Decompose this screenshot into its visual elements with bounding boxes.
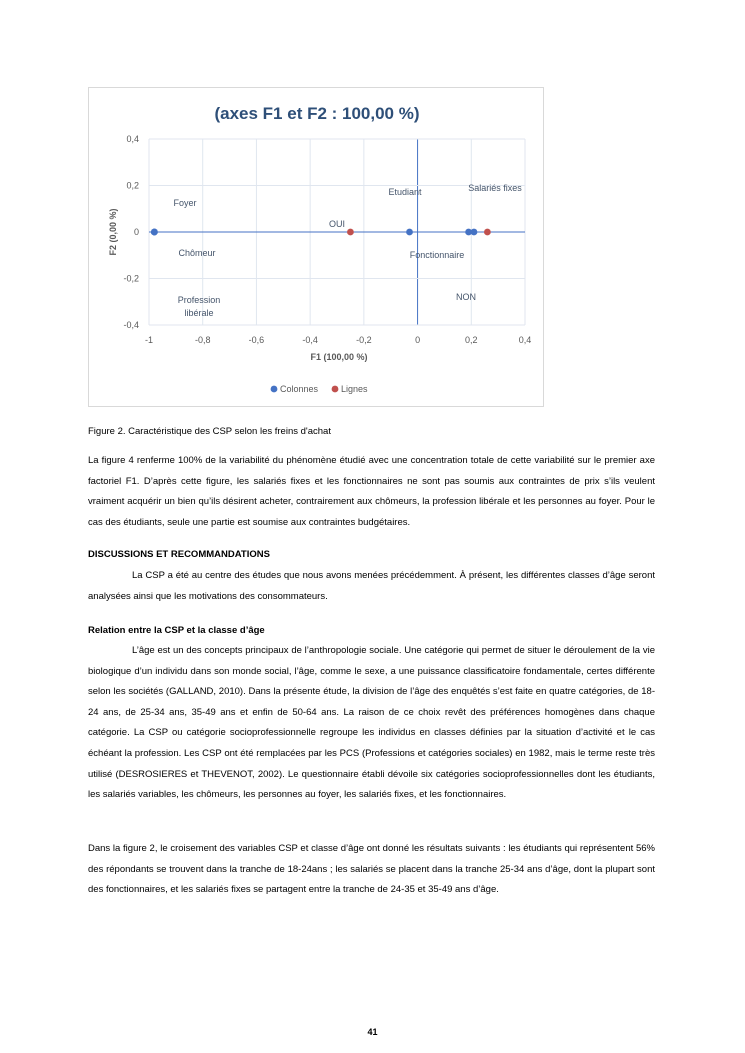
data-point-lignes xyxy=(484,229,491,236)
point-labels xyxy=(173,183,522,318)
point-label: Etudiant xyxy=(388,187,422,197)
page-number: 41 xyxy=(367,1027,378,1037)
point-label: Profession libérale xyxy=(177,295,221,318)
section-heading-discussions: DISCUSSIONS ET RECOMMANDATIONS xyxy=(88,549,270,560)
legend-label: Colonnes xyxy=(280,384,319,394)
chart-title: (axes F1 et F2 : 100,00 %) xyxy=(214,104,420,123)
x-axis-title: F1 (100,00 %) xyxy=(310,352,368,362)
y-axis-title: F2 (0,00 %) xyxy=(108,208,118,256)
chart-legend xyxy=(271,384,368,394)
x-tick-label: -1 xyxy=(144,335,154,345)
point-label: Foyer xyxy=(173,198,197,208)
legend-marker xyxy=(332,386,339,393)
x-tick-label: 0,2 xyxy=(465,335,478,345)
legend-marker xyxy=(271,386,278,393)
data-point-colonnes xyxy=(406,229,413,236)
x-tick-label: -0,8 xyxy=(194,335,211,345)
x-tick-label: -0,2 xyxy=(356,335,372,345)
paragraph-figure-results: Dans la figure 2, le croisement des variables CSP et classe d’âge ont donné les résultats suivants : les étudiants qui représentent 56% des répondants se trouvent dans la tranche de 18-24ans ; les salariés se placent dans la tranche 25-34 ans d’âge, dont la plupart sont des fonctionnaires, et les salariés fixes se partagent entre la tranche de 24-35 et 35-49 ans d’âge. xyxy=(88,843,655,896)
scatter-chart xyxy=(89,88,545,408)
y-tick-label: -0,2 xyxy=(123,273,139,284)
point-label: NON xyxy=(456,292,476,302)
y-tick-label: 0,4 xyxy=(126,134,139,144)
y-tick-label: 0 xyxy=(133,227,139,237)
data-point-colonnes xyxy=(151,229,158,236)
data-point-lignes xyxy=(347,229,354,236)
x-tick-label: -0,4 xyxy=(302,335,318,345)
legend-label: Lignes xyxy=(341,384,368,394)
chart-container xyxy=(88,87,544,407)
y-tick-label: -0,4 xyxy=(123,320,139,330)
x-tick-label: -0,6 xyxy=(248,335,265,345)
data-point-colonnes xyxy=(471,229,478,236)
x-tick-label: 0 xyxy=(415,335,421,345)
x-tick-label: 0,4 xyxy=(518,335,532,345)
subsection-heading-csp-age: Relation entre la CSP et la classe d’âge xyxy=(88,625,265,636)
paragraph-figure-analysis: La figure 4 renferme 100% de la variabilité du phénomène étudié avec une concentration totale de cette variabilité sur le premier axe factoriel F1. D’après cette figure, les salariés fixes et les fonctionnaires ne sont pas soumis aux contraintes de prix s’ils veulent vraiment acquérir un bien qu’ils désirent acheter, contrairement aux chômeurs, la profession libérale et les personnes au foyer. Pour le cas des étudiants, seule une partie est soumise aux contraintes budgétaires. xyxy=(88,455,655,528)
point-label: Fonctionnaire xyxy=(409,250,465,260)
figure-caption: Figure 2. Caractéristique des CSP selon les freins d'achat xyxy=(88,426,331,437)
point-label: Chômeur xyxy=(178,248,216,258)
paragraph-age-concept: L’âge est un des concepts principaux de l’anthropologie sociale. Une catégorie qui permet de situer le déroulement de la vie biologique d’un individu dans son monde social, l’âge, comme le sexe, a une puissance classificatoire fondamentale, certes différente selon les sociétés (GALLAND, 2010). Dans la présente étude, la division de l’âge des enquêtés s’est faite en quatre catégories, de 18-24 ans, de 25-34 ans, 35-49 ans et enfin de 50-64 ans. La raison de ce choix revêt des préférences homogènes dans chaque catégorie. La CSP ou catégorie socioprofessionnelle regroupe les individus en classes définies par la situation d’activité et le cas échéant la profession. Les CSP ont été remplacées par les PCS (Professions et catégories sociales) en 1982, mais le terme reste très utilisé (DESROSIERES et THEVENOT, 2002). Le questionnaire établi dévoile six catégories socioprofessionnelles dont les étudiants, les salariés variables, les chômeurs, les personnes au foyer, les salariés fixes, et les fonctionnaires. xyxy=(88,645,655,801)
y-tick-label: 0,2 xyxy=(126,180,139,191)
point-label: Salariés fixes xyxy=(468,183,522,193)
point-label: OUI xyxy=(328,219,346,229)
paragraph-intro-discussion: La CSP a été au centre des études que nous avons menées précédemment. À présent, les différentes classes d’âge seront analysées ainsi que les motivations des consommateurs. xyxy=(88,570,655,602)
